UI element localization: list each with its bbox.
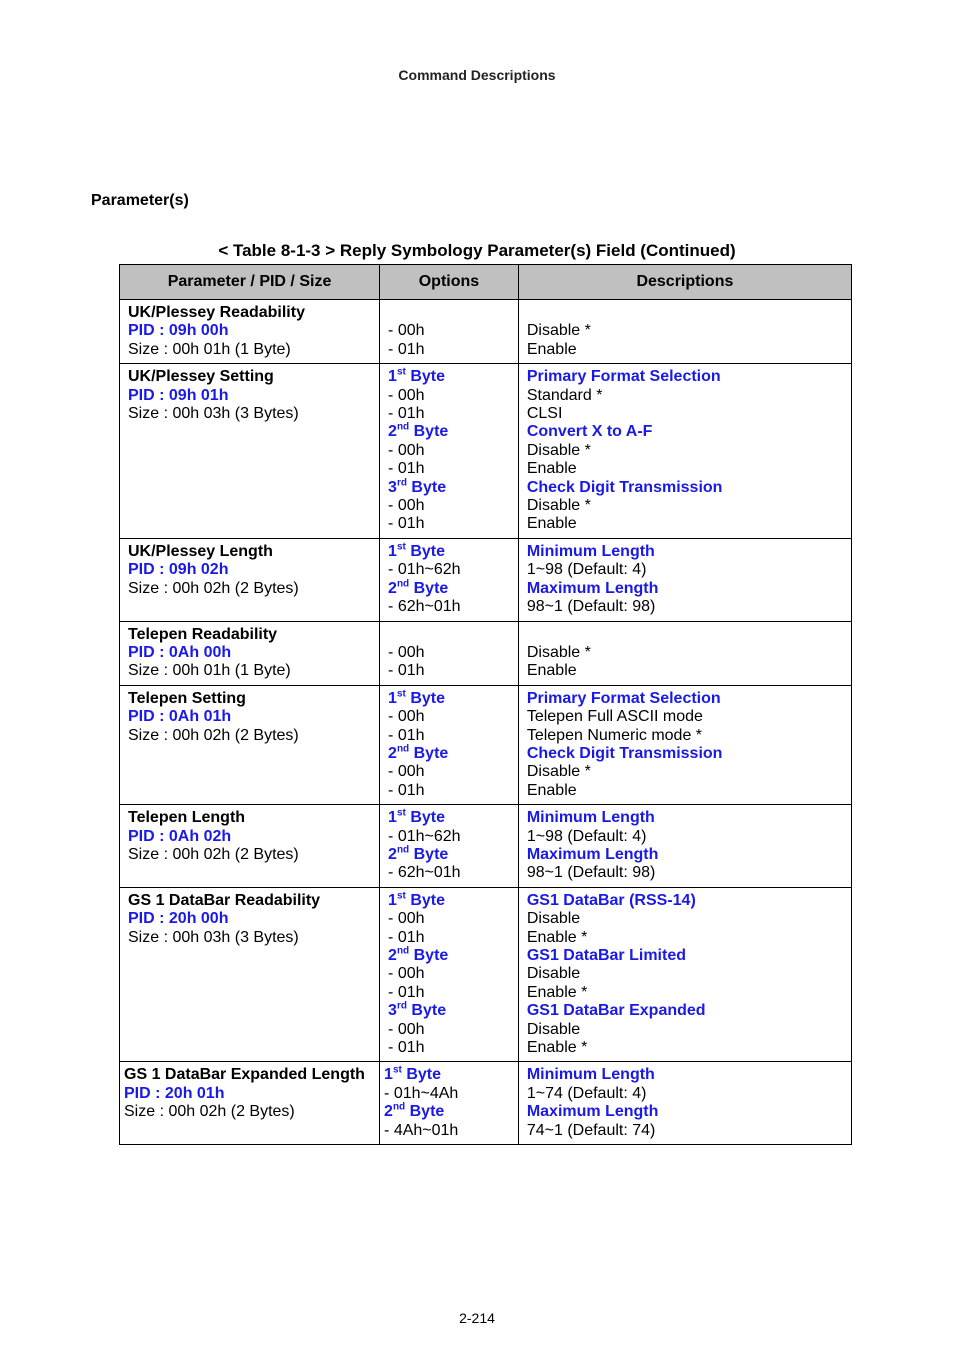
options-cell: [380, 887, 519, 1062]
byte-word: Byte: [413, 744, 449, 762]
description-heading: Check Digit Transmission: [526, 478, 723, 496]
byte-word: Byte: [409, 1103, 445, 1121]
pid-value: PID : 0Ah 02h: [128, 827, 232, 845]
table-row: [120, 538, 852, 621]
blank-line: [388, 626, 514, 644]
ordinal-suffix: nd: [396, 945, 410, 957]
byte-label: [388, 368, 514, 386]
description-heading: Primary Format Selection: [526, 368, 721, 386]
description-value: Telepen Numeric mode *: [526, 726, 703, 744]
byte-number: 1: [388, 809, 397, 827]
option-value: - 00h: [388, 965, 425, 983]
option-value: - 00h: [388, 1020, 425, 1038]
option-value: - 01h: [388, 405, 425, 423]
size-value: Size : 00h 02h (2 Bytes): [128, 845, 299, 863]
byte-word: Byte: [410, 689, 445, 707]
ordinal-suffix: nd: [396, 743, 410, 755]
byte-number: 1: [388, 542, 397, 560]
size-value: Size : 00h 03h (3 Bytes): [128, 928, 299, 946]
byte-word: Byte: [413, 845, 449, 863]
byte-label: [388, 892, 514, 910]
description-value: 1~98 (Default: 4): [526, 827, 647, 845]
description-value: Enable *: [526, 1039, 588, 1057]
byte-word: Byte: [411, 1002, 447, 1020]
options-cell: [380, 685, 519, 804]
description-heading: Maximum Length: [526, 845, 659, 863]
size-value: Size : 00h 02h (2 Bytes): [124, 1103, 295, 1121]
options-cell: [380, 621, 519, 685]
byte-number: 2: [384, 1103, 393, 1121]
description-value: Standard *: [526, 386, 603, 404]
column-header-descriptions: Descriptions: [518, 265, 851, 300]
option-value: - 00h: [388, 763, 425, 781]
pid-value: PID : 09h 00h: [128, 322, 229, 340]
parameter-cell: [120, 887, 380, 1062]
option-value: - 01h: [388, 1039, 425, 1057]
pid-value: PID : 20h 01h: [124, 1084, 225, 1102]
ordinal-suffix: st: [396, 688, 406, 700]
byte-word: Byte: [410, 891, 445, 909]
parameter-name: Telepen Readability: [128, 625, 278, 643]
byte-number: 3: [388, 1002, 397, 1020]
byte-label: [384, 1066, 514, 1084]
options-cell: [380, 538, 519, 621]
descriptions-cell: [518, 300, 851, 364]
byte-number: 3: [388, 478, 397, 496]
description-value: Enable: [526, 460, 577, 478]
option-value: - 00h: [388, 441, 425, 459]
byte-word: Byte: [410, 542, 445, 560]
description-value: 98~1 (Default: 98): [526, 598, 656, 616]
parameter-cell: [120, 538, 380, 621]
byte-word: Byte: [413, 579, 449, 597]
description-value: Disable *: [526, 441, 591, 459]
option-value: - 00h: [388, 910, 425, 928]
byte-number: 1: [388, 368, 397, 386]
description-heading: GS1 DataBar Limited: [526, 947, 686, 964]
option-value: - 01h: [388, 928, 425, 946]
option-value: - 00h: [388, 322, 425, 340]
byte-word: Byte: [406, 1066, 441, 1084]
byte-number: 2: [388, 845, 397, 863]
option-value: - 01h: [388, 340, 425, 358]
options-cell: [380, 1062, 519, 1145]
description-heading: Primary Format Selection: [526, 689, 721, 707]
blank-line: [388, 304, 514, 322]
description-value: 98~1 (Default: 98): [526, 864, 656, 882]
option-value: - 00h: [388, 643, 425, 661]
description-value: CLSI: [526, 405, 563, 423]
option-value: - 01h: [388, 983, 425, 1001]
description-value: Disable *: [526, 763, 591, 781]
blank-line: [527, 626, 847, 644]
description-value: Disable: [526, 910, 581, 928]
byte-label: [388, 423, 514, 441]
description-heading: Check Digit Transmission: [526, 744, 723, 762]
option-value: - 00h: [388, 708, 425, 726]
option-value: - 01h: [388, 726, 425, 744]
description-heading: Convert X to A-F: [526, 423, 653, 441]
table-row: [120, 364, 852, 539]
parameter-cell: [120, 685, 380, 804]
option-value: - 01h: [388, 662, 425, 680]
byte-label: [388, 809, 514, 827]
byte-label: [388, 580, 514, 598]
byte-label: [388, 1002, 514, 1020]
parameter-cell: [120, 805, 380, 888]
option-value: - 62h~01h: [388, 864, 461, 882]
table-row: [120, 887, 852, 1062]
byte-label: [388, 543, 514, 561]
descriptions-cell: [518, 364, 851, 539]
section-title: Parameter(s): [91, 192, 189, 209]
table-row: [120, 685, 852, 804]
byte-number: 2: [388, 744, 397, 762]
byte-number: 2: [388, 423, 397, 441]
ordinal-suffix: nd: [392, 1101, 406, 1113]
table-header-row: [120, 265, 852, 300]
option-value: - 4Ah~01h: [384, 1121, 459, 1139]
byte-number: 1: [388, 689, 397, 707]
description-value: Enable: [526, 515, 577, 533]
option-value: - 01h~4Ah: [384, 1084, 459, 1102]
description-value: 1~74 (Default: 4): [526, 1084, 647, 1102]
byte-label: [388, 745, 514, 763]
parameter-name: Telepen Setting: [128, 689, 246, 707]
ordinal-suffix: nd: [396, 422, 410, 434]
ordinal-suffix: rd: [396, 1000, 407, 1012]
pid-value: PID : 0Ah 00h: [128, 643, 232, 661]
descriptions-cell: [518, 887, 851, 1062]
description-heading: GS1 DataBar Expanded: [526, 1002, 706, 1020]
description-value: Enable *: [526, 983, 588, 1001]
descriptions-cell: [518, 538, 851, 621]
descriptions-cell: [518, 805, 851, 888]
byte-word: Byte: [410, 368, 445, 386]
parameter-name: GS 1 DataBar Expanded Length: [124, 1066, 365, 1084]
size-value: Size : 00h 01h (1 Byte): [128, 662, 291, 680]
ordinal-suffix: nd: [396, 578, 410, 590]
description-heading: Minimum Length: [526, 809, 655, 827]
description-value: Disable: [526, 1020, 581, 1038]
byte-word: Byte: [413, 423, 449, 441]
byte-label: [388, 947, 514, 965]
byte-number: 2: [388, 947, 397, 964]
parameter-cell: [120, 1062, 380, 1145]
byte-label: [388, 479, 514, 497]
size-value: Size : 00h 02h (2 Bytes): [128, 579, 299, 597]
description-heading: Maximum Length: [526, 1103, 659, 1121]
description-value: Telepen Full ASCII mode: [526, 708, 703, 726]
pid-value: PID : 09h 01h: [128, 386, 229, 404]
pid-value: PID : 09h 02h: [128, 561, 229, 579]
description-value: 74~1 (Default: 74): [526, 1121, 656, 1139]
description-value: Disable: [526, 965, 581, 983]
table-row: [120, 621, 852, 685]
size-value: Size : 00h 01h (1 Byte): [128, 340, 291, 358]
table-row: [120, 1062, 852, 1145]
size-value: Size : 00h 02h (2 Bytes): [128, 726, 299, 744]
option-value: - 01h~62h: [388, 561, 461, 579]
option-value: - 00h: [388, 497, 425, 515]
description-value: Enable: [526, 340, 577, 358]
blank-line: [527, 304, 847, 322]
description-value: Disable *: [526, 497, 591, 515]
description-value: 1~98 (Default: 4): [526, 561, 647, 579]
option-value: - 00h: [388, 386, 425, 404]
byte-word: Byte: [411, 478, 447, 496]
description-value: Enable *: [526, 928, 588, 946]
size-value: Size : 00h 03h (3 Bytes): [128, 405, 299, 423]
byte-label: [388, 690, 514, 708]
byte-label: [388, 846, 514, 864]
parameter-name: UK/Plessey Setting: [128, 368, 274, 386]
table-caption: < Table 8-1-3 > Reply Symbology Parameter(s) Field (Continued): [218, 241, 736, 260]
option-value: - 01h: [388, 515, 425, 533]
table-body: [120, 300, 852, 1145]
byte-label: [384, 1103, 514, 1121]
parameter-name: UK/Plessey Length: [128, 542, 273, 560]
ordinal-suffix: rd: [396, 477, 407, 489]
option-value: - 62h~01h: [388, 598, 461, 616]
description-heading: Maximum Length: [526, 579, 659, 597]
description-value: Enable: [526, 662, 577, 680]
option-value: - 01h~62h: [388, 827, 461, 845]
descriptions-cell: [518, 1062, 851, 1145]
byte-word: Byte: [413, 947, 449, 964]
option-value: - 01h: [388, 781, 425, 799]
byte-number: 1: [388, 891, 397, 909]
parameter-name: Telepen Length: [128, 809, 246, 827]
ordinal-suffix: nd: [396, 844, 410, 856]
description-heading: GS1 DataBar (RSS-14): [526, 891, 696, 909]
parameter-cell: [120, 300, 380, 364]
table-row: [120, 300, 852, 364]
column-header-options: Options: [380, 265, 519, 300]
descriptions-cell: [518, 685, 851, 804]
ordinal-suffix: st: [396, 541, 406, 553]
column-header-parameter: Parameter / PID / Size: [120, 265, 380, 300]
options-cell: [380, 300, 519, 364]
ordinal-suffix: st: [396, 890, 406, 902]
parameter-cell: [120, 364, 380, 539]
parameter-name: GS 1 DataBar Readability: [128, 891, 321, 909]
page-number: 2-214: [459, 1310, 495, 1326]
table-row: [120, 805, 852, 888]
options-cell: [380, 364, 519, 539]
description-heading: Minimum Length: [526, 1066, 655, 1084]
parameter-cell: [120, 621, 380, 685]
ordinal-suffix: st: [396, 807, 406, 819]
byte-number: 2: [388, 579, 397, 597]
option-value: - 01h: [388, 460, 425, 478]
options-cell: [380, 805, 519, 888]
descriptions-cell: [518, 621, 851, 685]
byte-word: Byte: [410, 809, 445, 827]
parameter-name: UK/Plessey Readability: [128, 304, 305, 321]
parameter-table: [119, 264, 852, 1145]
description-value: Disable *: [526, 643, 591, 661]
description-value: Disable *: [526, 322, 591, 340]
pid-value: PID : 0Ah 01h: [128, 708, 232, 726]
pid-value: PID : 20h 00h: [128, 910, 229, 928]
ordinal-suffix: st: [392, 1065, 402, 1077]
ordinal-suffix: st: [396, 366, 406, 378]
byte-number: 1: [384, 1066, 393, 1084]
description-heading: Minimum Length: [526, 542, 655, 560]
running-head: Command Descriptions: [398, 67, 556, 83]
description-value: Enable: [526, 781, 577, 799]
